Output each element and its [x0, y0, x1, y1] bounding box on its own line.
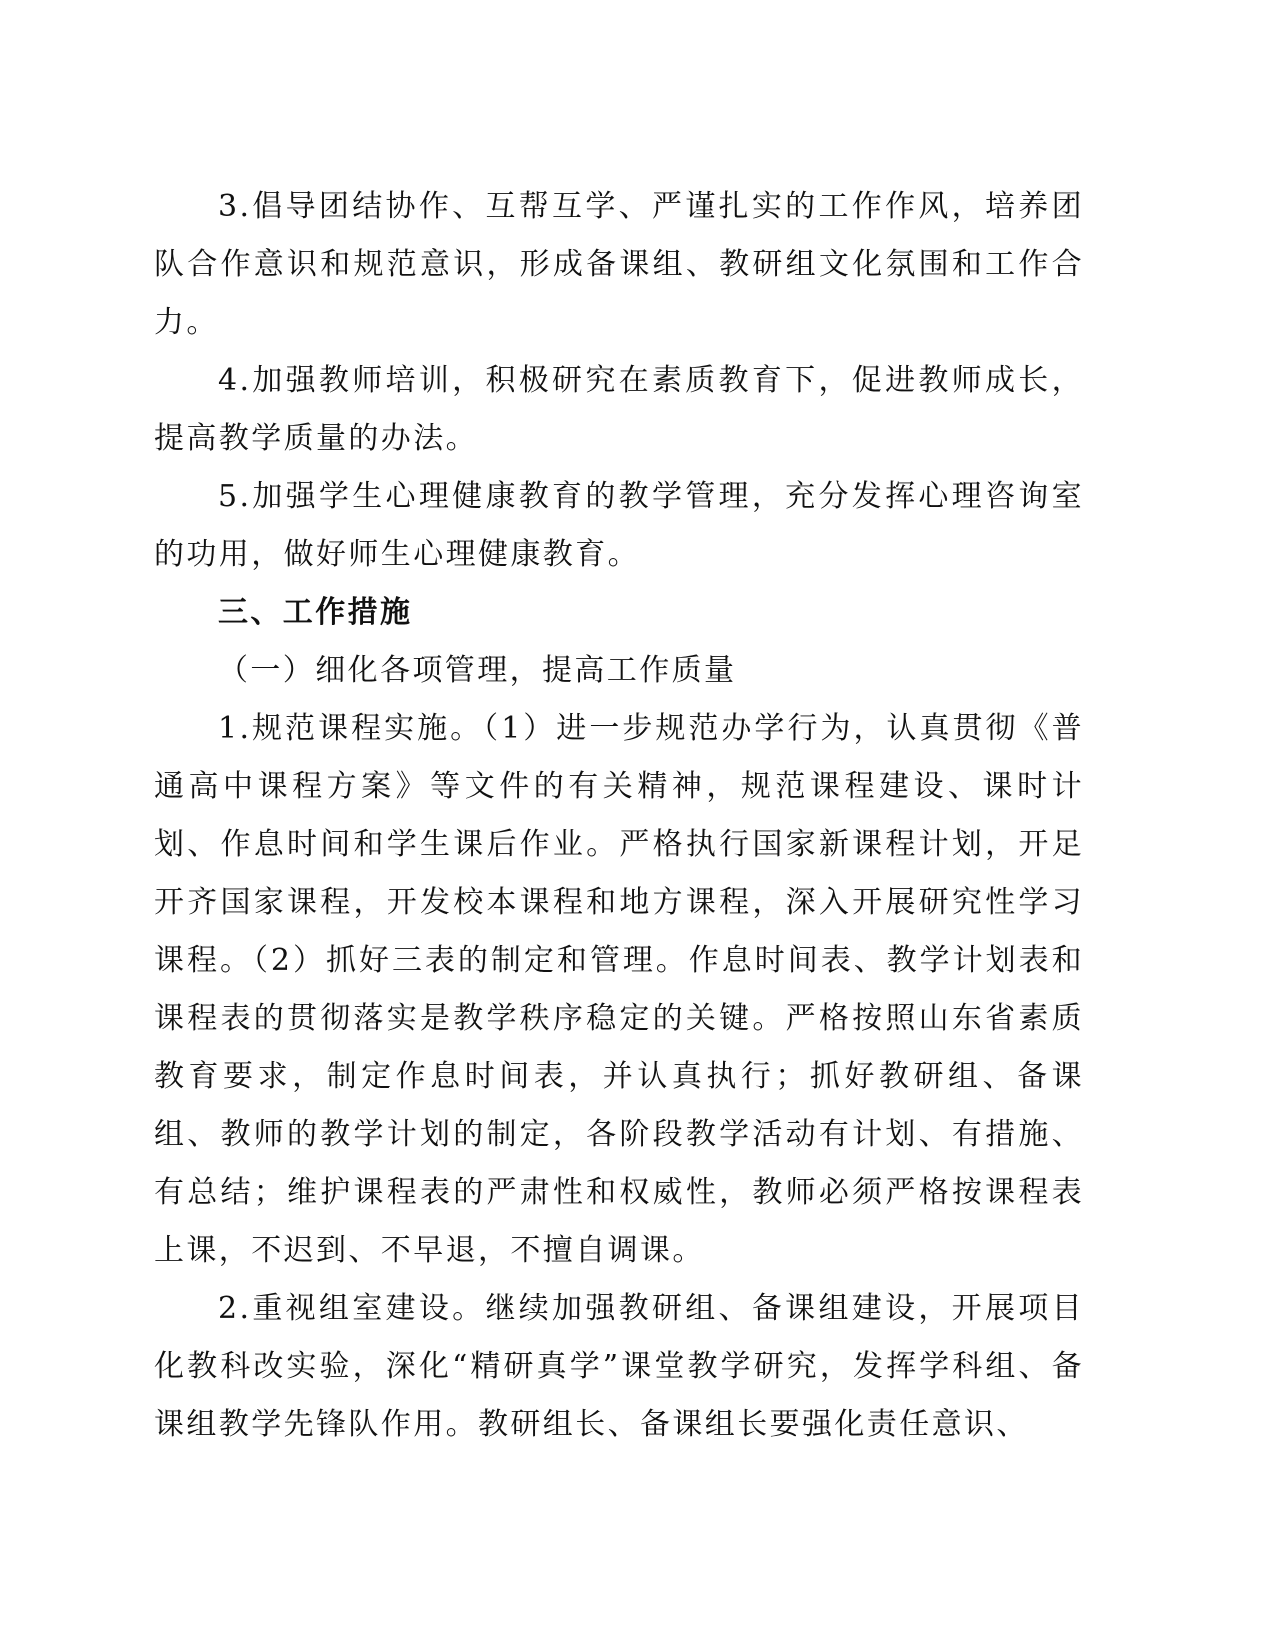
paragraph-item-4: 4.加强教师培训，积极研究在素质教育下，促进教师成长，提高教学质量的办法。	[154, 363, 1084, 456]
subsection-heading: （一）细化各项管理，提高工作质量	[218, 653, 737, 688]
section-heading: 三、工作措施	[218, 595, 413, 630]
document-body	[154, 178, 1084, 1454]
paragraph-curriculum: 1.规范课程实施。（1）进一步规范办学行为，认真贯彻《普通高中课程方案》等文件的有关精神，规范课程建设、课时计划、作息时间和学生课后作业。严格执行国家新课程计划，开足开齐国家课程，开发校本课程和地方课程，深入开展研究性学习课程。（2）抓好三表的制定和管理。作息时间表、教学计划表和课程表的贯彻落实是教学秩序稳定的关键。严格按照山东省素质教育要求，制定作息时间表，并认真执行；抓好教研组、备课组、教师的教学计划的制定，各阶段教学活动有计划、有措施、有总结；维护课程表的严肃性和权威性，教师必须严格按课程表上课，不迟到、不早退，不擅自调课。	[154, 711, 1084, 1268]
paragraph-group-building: 2.重视组室建设。继续加强教研组、备课组建设，开展项目化教科改实验，深化“精研真学”课堂教学研究，发挥学科组、备课组教学先锋队作用。教研组长、备课组长要强化责任意识、	[154, 1291, 1084, 1442]
paragraph-item-5: 5.加强学生心理健康教育的教学管理，充分发挥心理咨询室的功用，做好师生心理健康教育。	[154, 479, 1084, 572]
paragraph-item-3: 3.倡导团结协作、互帮互学、严谨扎实的工作作风，培养团队合作意识和规范意识，形成备课组、教研组文化氛围和工作合力。	[154, 189, 1084, 340]
